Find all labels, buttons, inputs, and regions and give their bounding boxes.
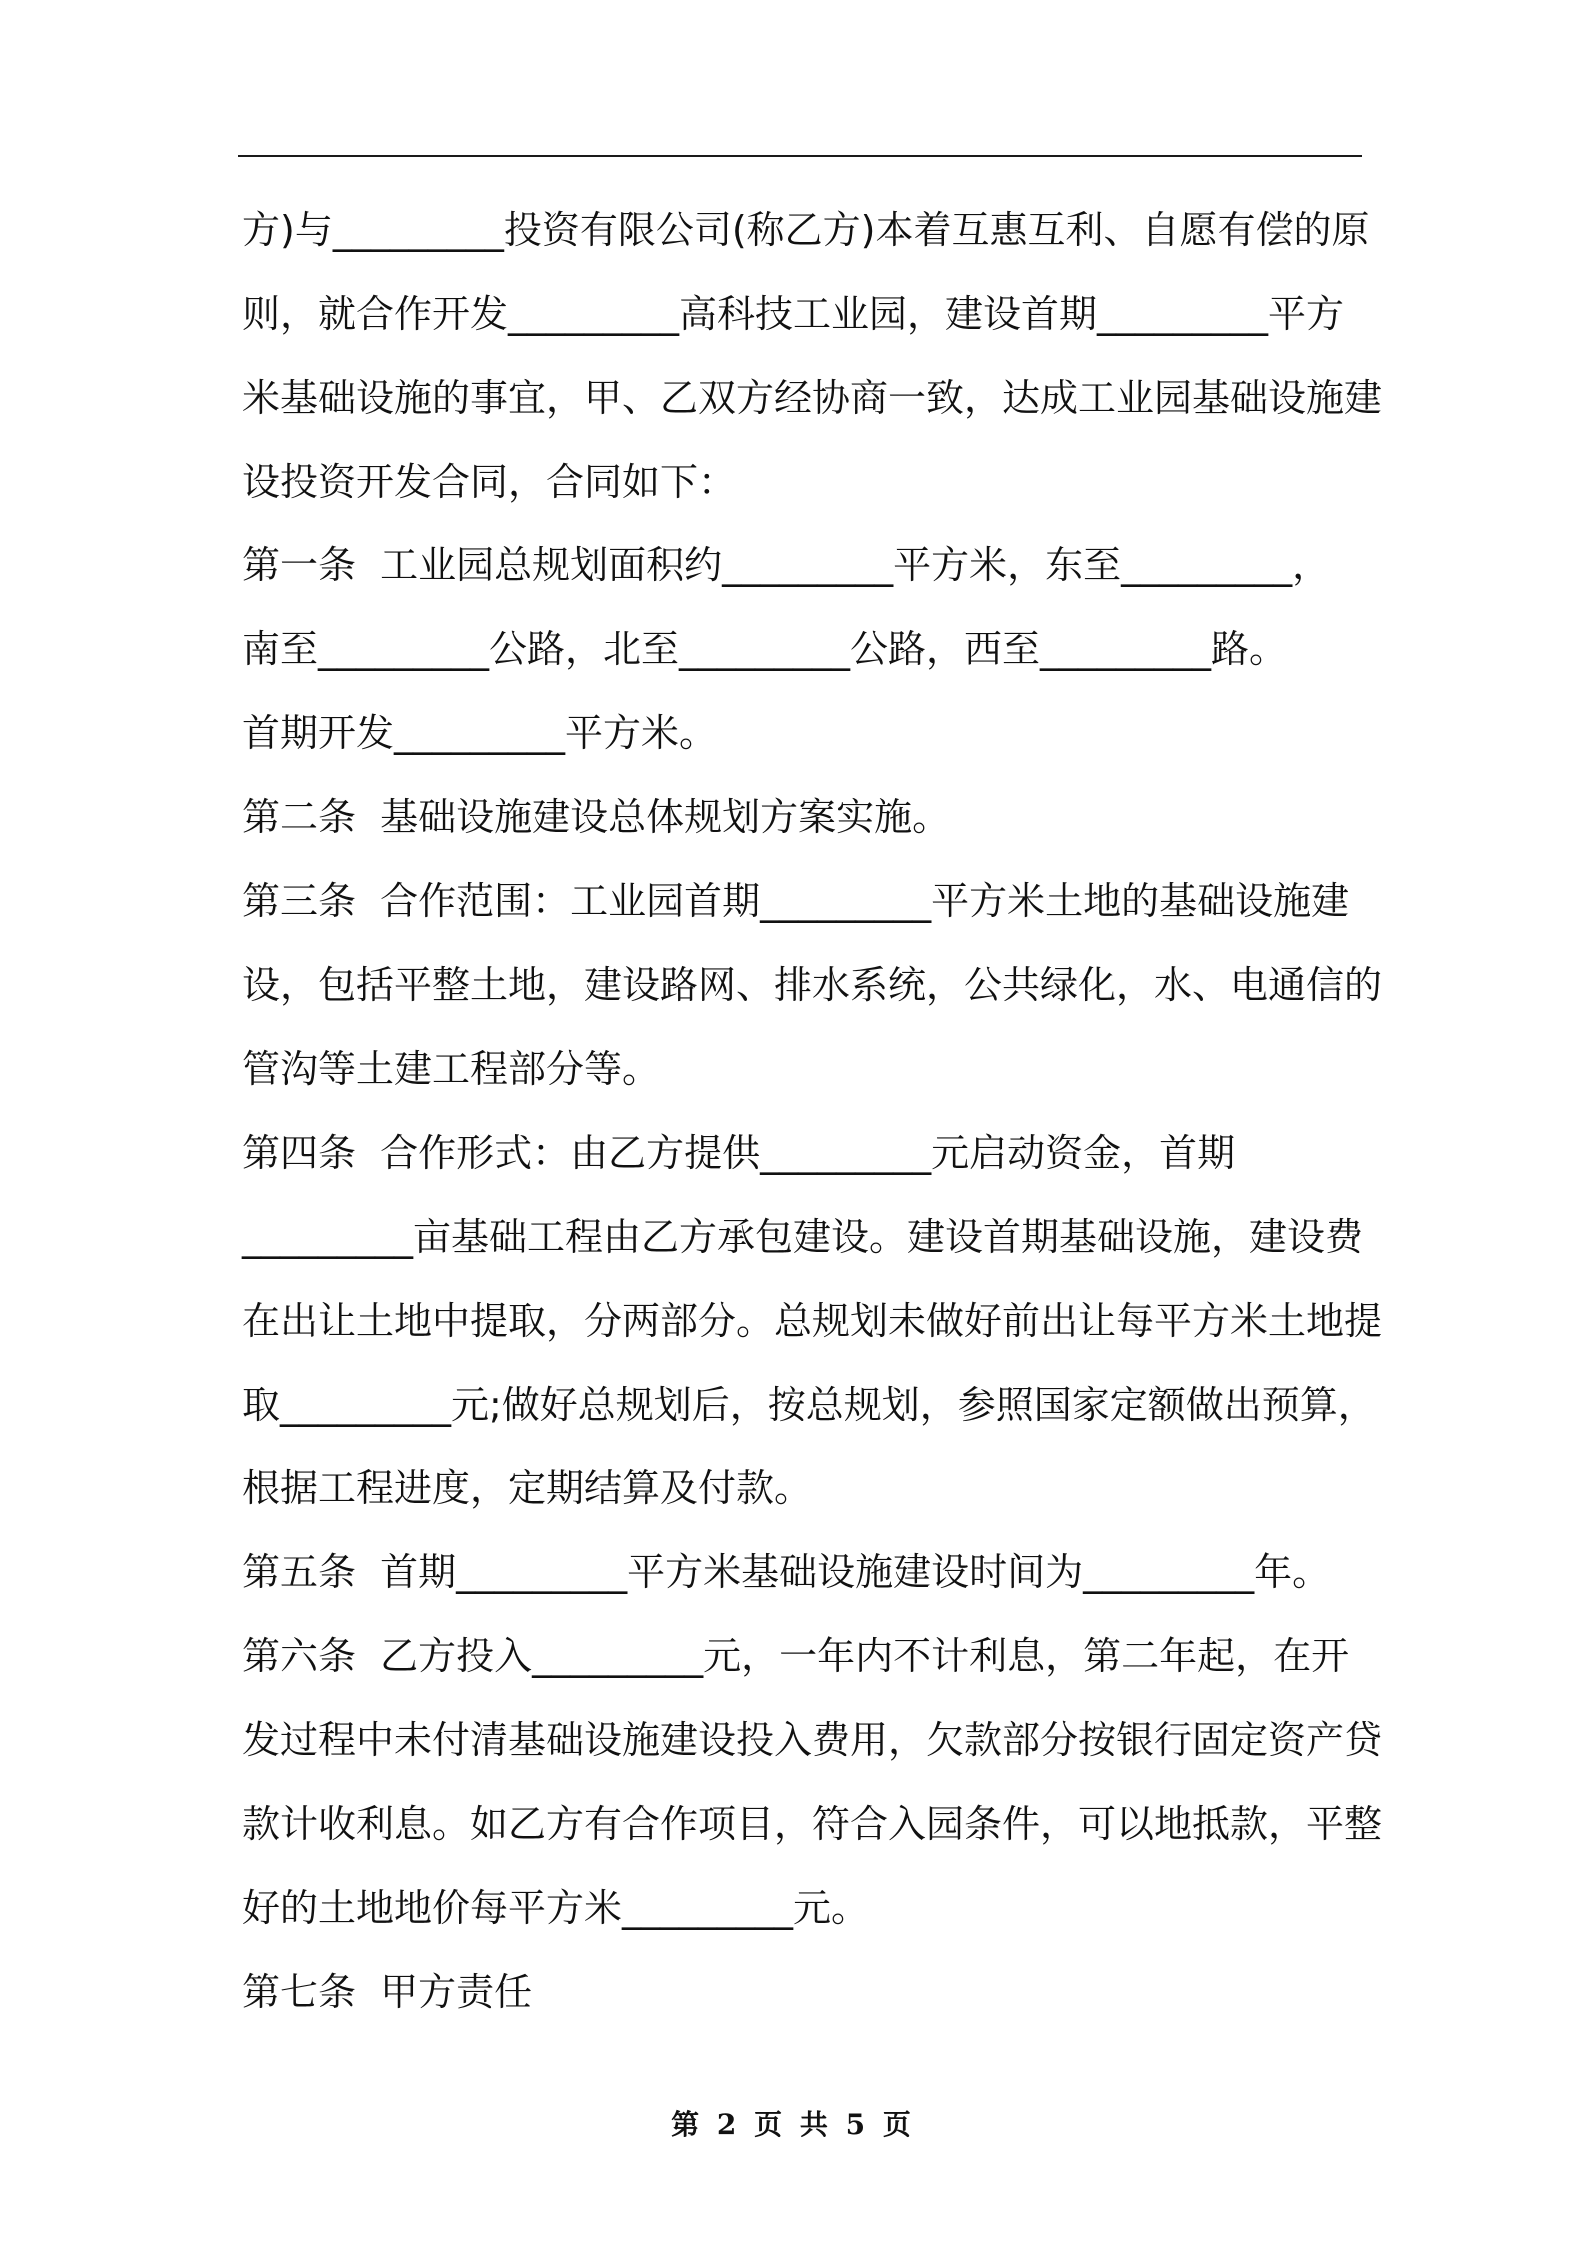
- header-rule: [238, 155, 1362, 157]
- text-line: 在出让土地中提取，分两部分。总规划未做好前出让每平方米土地提: [242, 1299, 1383, 1343]
- text-line: 款计收利息。如乙方有合作项目，符合入园条件，可以地抵款，平整: [242, 1802, 1383, 1846]
- text-line: 设投资开发合同，合同如下：: [242, 460, 737, 504]
- text-line: 管沟等土建工程部分等。: [242, 1047, 661, 1091]
- text-line: 设，包括平整土地，建设路网、排水系统，公共绿化，水、电通信的: [242, 963, 1383, 1007]
- text-line: 方)与_________投资有限公司(称乙方)本着互惠互利、自愿有偿的原: [242, 208, 1370, 252]
- text-line: 好的土地地价每平方米_________元。: [242, 1886, 870, 1930]
- article-4-line: 第四条 合作形式：由乙方提供_________元启动资金，首期: [242, 1131, 1236, 1175]
- article-3-line: 第三条 合作范围：工业园首期_________平方米土地的基础设施建: [242, 879, 1350, 923]
- text-line: 根据工程进度，定期结算及付款。: [242, 1466, 813, 1510]
- text-line: 首期开发_________平方米。: [242, 711, 718, 755]
- article-7-line: 第七条 甲方责任: [242, 1970, 533, 2014]
- text-line: _________亩基础工程由乙方承包建设。建设首期基础设施，建设费: [242, 1215, 1364, 1259]
- article-6-line: 第六条 乙方投入_________元，一年内不计利息，第二年起，在开: [242, 1634, 1350, 1678]
- article-2-line: 第二条 基础设施建设总体规划方案实施。: [242, 795, 951, 839]
- text-line: 米基础设施的事宜，甲、乙双方经协商一致，达成工业园基础设施建: [242, 376, 1383, 420]
- text-line: 则，就合作开发_________高科技工业园，建设首期_________平方: [242, 292, 1345, 336]
- article-5-line: 第五条 首期_________平方米基础设施建设时间为_________年。: [242, 1550, 1331, 1594]
- text-line: 取_________元;做好总规划后，按总规划，参照国家定额做出预算，: [242, 1383, 1376, 1427]
- text-line: 发过程中未付清基础设施建设投入费用，欠款部分按银行固定资产贷: [242, 1718, 1383, 1762]
- article-1-line: 第一条 工业园总规划面积约_________平方米，东至_________，: [242, 543, 1331, 587]
- page-number: 第 2 页 共 5 页: [671, 2108, 915, 2141]
- text-line: 南至_________公路，北至_________公路，西至_________路。: [242, 627, 1288, 671]
